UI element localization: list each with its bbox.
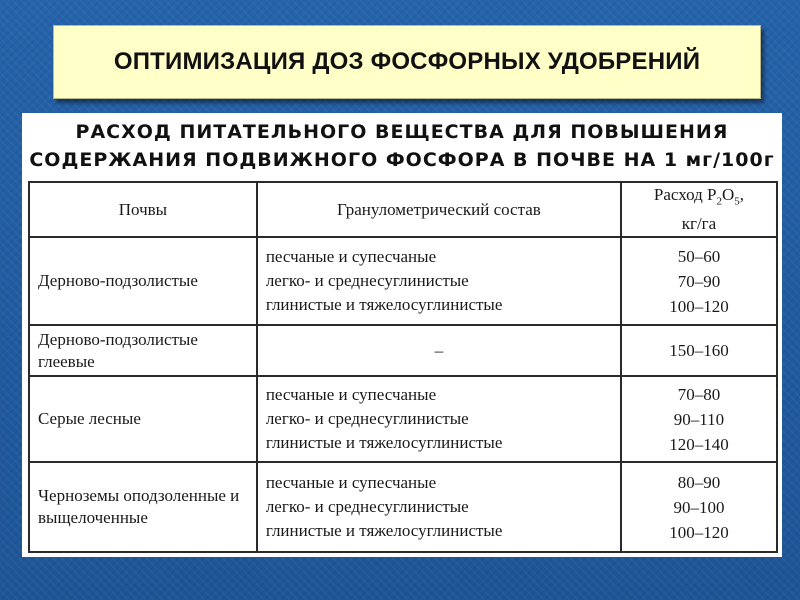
table-row — [29, 462, 777, 552]
table-row — [29, 237, 777, 325]
composition-item: глинистые и тяжелосуглинистые — [265, 433, 503, 452]
subtitle-line-1: РАСХОД ПИТАТЕЛЬНОГО ВЕЩЕСТВА ДЛЯ ПОВЫШЕНИЯ — [75, 121, 729, 143]
header-rate-sub1: 2 — [716, 195, 722, 208]
header-rate-unit: кг/га — [681, 213, 717, 233]
header-composition: Гранулометрический состав — [257, 182, 621, 237]
header-soil: Почвы — [29, 182, 257, 237]
rate-value: 90–100 — [673, 497, 725, 517]
rate-value: 80–90 — [677, 472, 721, 492]
composition-cell — [257, 462, 621, 552]
rate-cell — [621, 325, 777, 376]
composition-cell: – — [257, 325, 621, 376]
rate-value: 50–60 — [677, 246, 721, 266]
composition-item: песчаные и супесчаные — [265, 473, 437, 492]
rate-value: 100–120 — [669, 296, 729, 316]
rate-value: 70–90 — [677, 271, 721, 291]
header-rate-sub2: 5 — [734, 195, 740, 208]
slide-title: ОПТИМИЗАЦИЯ ДОЗ ФОСФОРНЫХ УДОБРЕНИЙ — [113, 48, 701, 75]
composition-item: легко- и среднесуглинистые — [265, 409, 469, 428]
table-header-row — [29, 182, 777, 237]
header-rate-main: Расход P — [653, 185, 717, 205]
rate-value: 120–140 — [669, 434, 729, 454]
rate-value: 100–120 — [669, 522, 729, 542]
table-row — [29, 325, 777, 376]
rate-value: 90–110 — [673, 409, 725, 429]
composition-item: легко- и среднесуглинистые — [265, 497, 469, 516]
composition-item: песчаные и супесчаные — [265, 385, 437, 404]
rate-cell — [621, 237, 777, 325]
composition-item: глинистые и тяжелосуглинистые — [265, 521, 503, 540]
content-panel — [22, 113, 782, 557]
rate-cell — [621, 376, 777, 462]
rate-cell — [621, 462, 777, 552]
subtitle-line-2: СОДЕРЖАНИЯ ПОДВИЖНОГО ФОСФОРА В ПОЧВЕ НА 1 мг/100г — [29, 149, 775, 171]
soil-cell: Черноземы оподзоленные и выщелоченные — [29, 462, 257, 552]
soil-cell: Дерново-подзолистые — [29, 237, 257, 325]
soil-cell: Серые лесные — [29, 376, 257, 462]
composition-cell — [257, 376, 621, 462]
phosphorus-rate-table — [28, 181, 778, 553]
header-rate-mid: O — [721, 185, 735, 205]
rate-value: 150–160 — [669, 341, 729, 360]
composition-item: глинистые и тяжелосуглинистые — [265, 295, 503, 314]
composition-cell — [257, 237, 621, 325]
rate-value: 70–80 — [677, 384, 721, 404]
table-row — [29, 376, 777, 462]
composition-item: песчаные и супесчаные — [265, 247, 437, 266]
soil-cell: Дерново-подзолистые глеевые — [29, 325, 257, 376]
header-rate — [621, 182, 777, 237]
header-rate-tail: , — [739, 185, 744, 205]
composition-item: легко- и среднесуглинистые — [265, 271, 469, 290]
title-banner — [53, 25, 761, 99]
